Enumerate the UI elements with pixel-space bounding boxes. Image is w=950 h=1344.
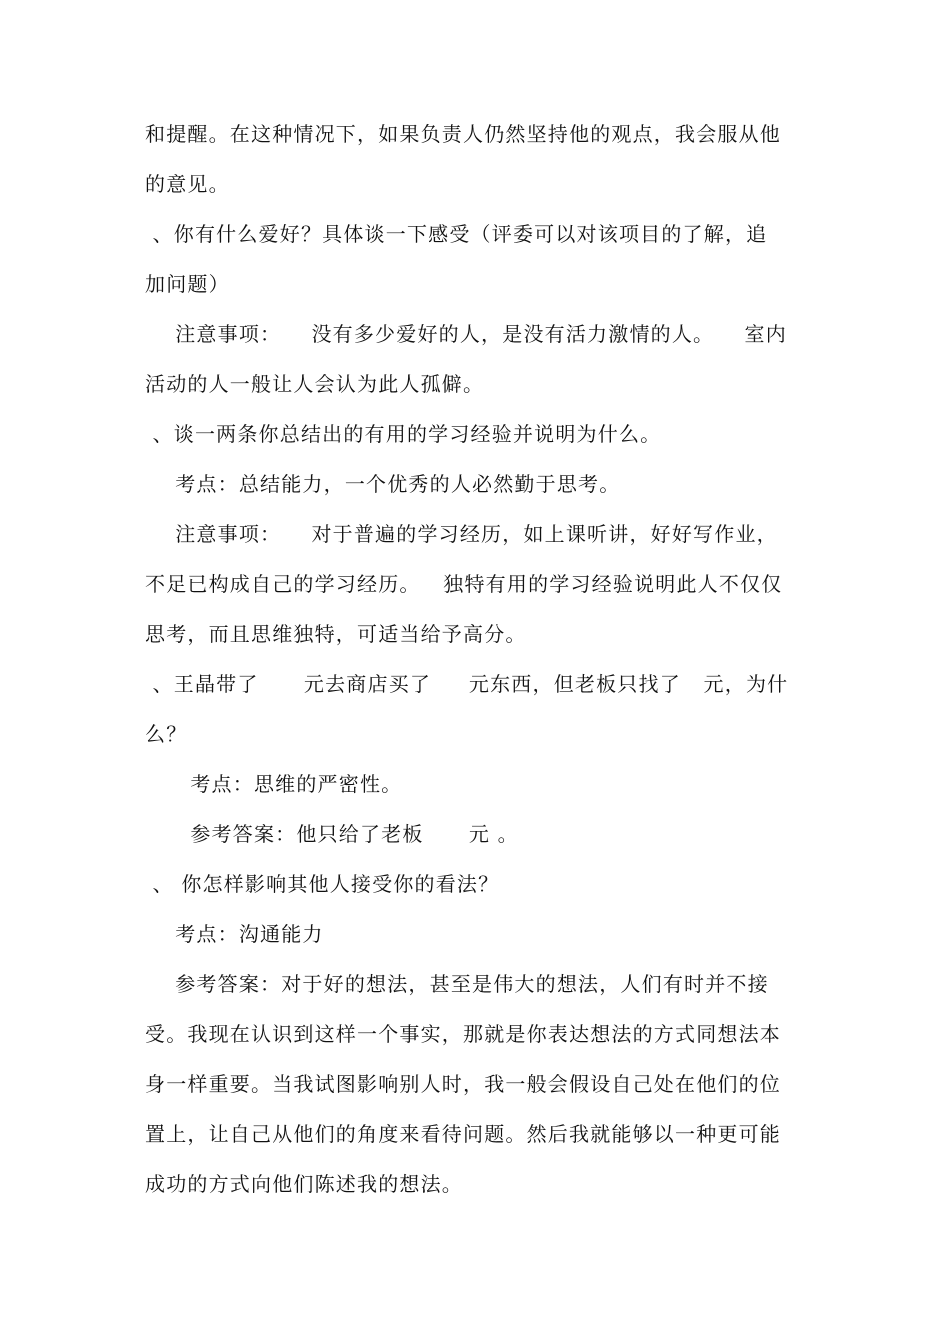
- question-line: 、谈一两条你总结出的有用的学习经验并说明为什么。: [145, 422, 662, 446]
- question-line: 、王晶带了 元去商店买了 元东西，但老板只找了 元，为什: [145, 672, 789, 696]
- text-line: 思考，而且思维独特，可适当给予高分。: [145, 622, 527, 646]
- key-point-line: 考点：总结能力，一个优秀的人必然勤于思考。: [145, 472, 621, 496]
- question-line: 、 你怎样影响其他人接受你的看法？: [145, 872, 500, 896]
- text-line: 和提醒。在这种情况下，如果负责人仍然坚持他的观点，我会服从他: [145, 122, 781, 146]
- key-point-line: 考点：沟通能力: [145, 922, 324, 946]
- text-line: 置上，让自己从他们的角度来看待问题。然后我就能够以一种更可能: [145, 1122, 781, 1146]
- text-line: 加问题）: [145, 272, 230, 296]
- note-line: 注意事项： 没有多少爱好的人，是没有活力激情的人。 室内: [145, 322, 787, 346]
- answer-line: 参考答案：他只给了老板 元 。: [145, 822, 519, 846]
- text-line: 的意见。: [145, 172, 230, 196]
- text-line: 不足已构成自己的学习经历。 独特有用的学习经验说明此人不仅仅: [145, 572, 783, 596]
- text-line: 身一样重要。当我试图影响别人时，我一般会假设自己处在他们的位: [145, 1072, 781, 1096]
- text-line: 么？: [145, 722, 188, 746]
- text-line: 成功的方式向他们陈述我的想法。: [145, 1172, 463, 1196]
- text-line: 活动的人一般让人会认为此人孤僻。: [145, 372, 485, 396]
- question-line: 、你有什么爱好？具体谈一下感受（评委可以对该项目的了解，追: [145, 222, 768, 246]
- key-point-line: 考点：思维的严密性。: [145, 772, 403, 796]
- text-line: 受。我现在认识到这样一个事实，那就是你表达想法的方式同想法本: [145, 1022, 781, 1046]
- note-line: 注意事项： 对于普遍的学习经历，如上课听讲，好好写作业，: [145, 522, 778, 546]
- answer-line: 参考答案：对于好的想法，甚至是伟大的想法，人们有时并不接: [145, 972, 769, 996]
